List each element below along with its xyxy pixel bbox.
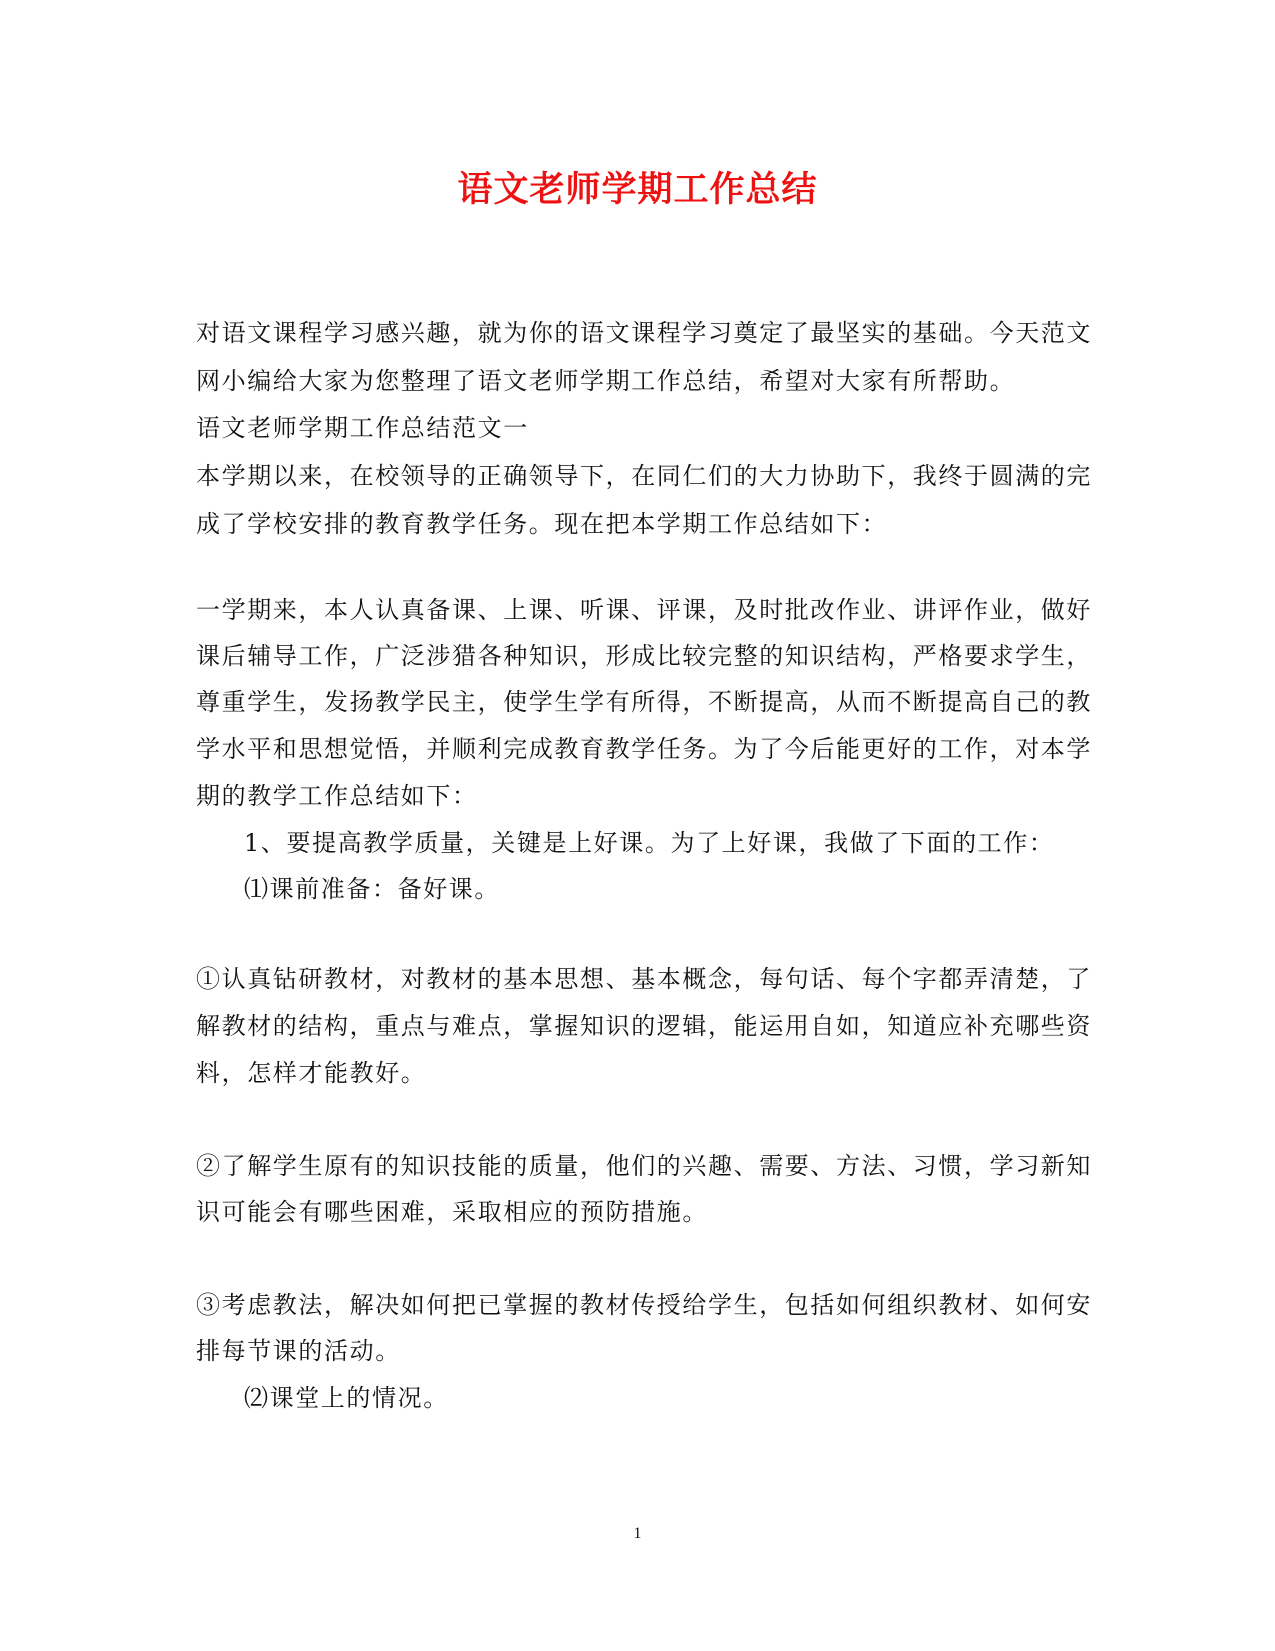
- paragraph-line: 本学期以来，在校领导的正确领导下，在同仁们的大力协助下，我终于圆满的完: [196, 462, 1092, 490]
- paragraph-line: 学水平和思想觉悟，并顺利完成教育教学任务。为了今后能更好的工作，对本学: [196, 735, 1092, 763]
- page-title: 语文老师学期工作总结: [457, 169, 818, 210]
- section-heading: 语文老师学期工作总结范文一: [196, 414, 529, 442]
- paragraph-line: 解教材的结构，重点与难点，掌握知识的逻辑，能运用自如，知道应补充哪些资: [196, 1012, 1092, 1040]
- paragraph-line: 识可能会有哪些困难，采取相应的预防措施。: [196, 1198, 708, 1226]
- paragraph-line: ③考虑教法，解决如何把已掌握的教材传授给学生，包括如何组织教材、如何安: [196, 1291, 1092, 1319]
- page-number: 1: [633, 1525, 642, 1542]
- paragraph-line: 课后辅导工作，广泛涉猎各种知识，形成比较完整的知识结构，严格要求学生，: [196, 642, 1092, 670]
- paragraph-line: 一学期来，本人认真备课、上课、听课、评课，及时批改作业、讲评作业，做好: [196, 596, 1092, 624]
- intro-line-2: 网小编给大家为您整理了语文老师学期工作总结，希望对大家有所帮助。: [196, 367, 1016, 395]
- paragraph-line: ①认真钻研教材，对教材的基本思想、基本概念，每句话、每个字都弄清楚，了: [196, 965, 1092, 993]
- sub-item-heading: ⑴课前准备：备好课。: [244, 875, 500, 903]
- sub-item-heading: ⑵课堂上的情况。: [244, 1384, 449, 1412]
- paragraph-line: 期的教学工作总结如下：: [196, 782, 478, 810]
- paragraph-line: 尊重学生，发扬教学民主，使学生学有所得，不断提高，从而不断提高自己的教: [196, 688, 1092, 716]
- paragraph-line: 成了学校安排的教育教学任务。现在把本学期工作总结如下：: [196, 510, 888, 538]
- paragraph-line: ②了解学生原有的知识技能的质量，他们的兴趣、需要、方法、习惯，学习新知: [196, 1152, 1092, 1180]
- intro-line-1: 对语文课程学习感兴趣，就为你的语文课程学习奠定了最坚实的基础。今天范文: [196, 319, 1092, 347]
- list-item-heading: 1、要提高教学质量，关键是上好课。为了上好课，我做了下面的工作：: [244, 829, 1055, 857]
- paragraph-line: 排每节课的活动。: [196, 1337, 401, 1365]
- paragraph-line: 料，怎样才能教好。: [196, 1059, 427, 1087]
